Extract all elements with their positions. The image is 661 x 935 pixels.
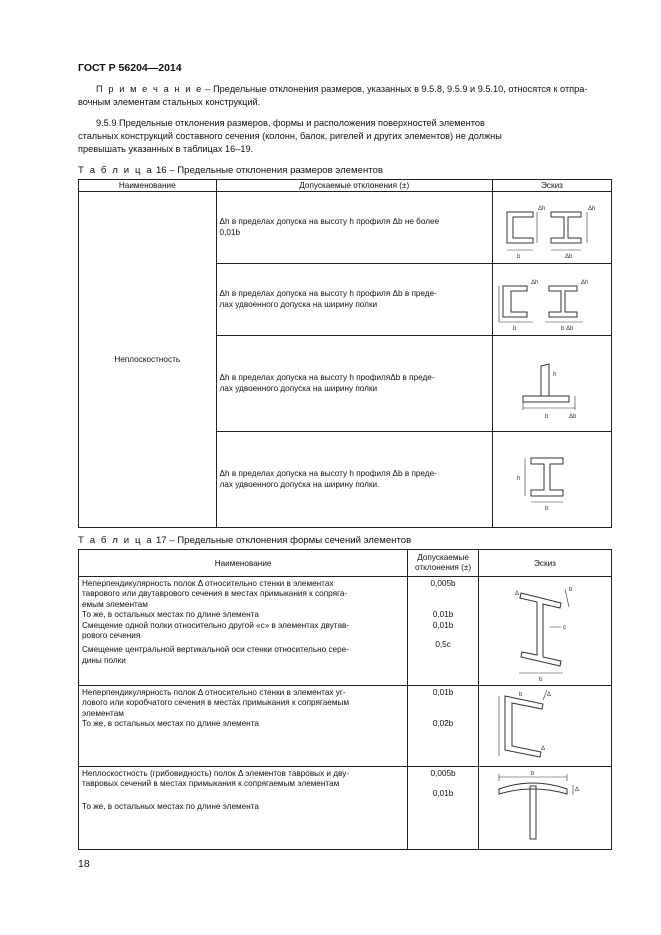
svg-text:b Δb: b Δb — [560, 326, 574, 332]
clause-line-2: стальных конструкций составного сечения (колонн, балок, ригелей и других элементов) не должны — [78, 131, 502, 141]
table17-caption: Т а б л и ц а 17 – Предельные отклонения формы сечений элементов — [78, 535, 412, 546]
sketch-skewed-ibeam — [479, 577, 611, 685]
t17-header-dev: Допускаемые отклонения (±) — [408, 550, 479, 577]
table16-caption: Т а б л и ц а 16 – Предельные отклонения размеров элементов — [78, 165, 383, 176]
svg-text:Δ: Δ — [546, 692, 551, 698]
svg-text:h: h — [552, 372, 557, 378]
t16-row3-dev: Δh в пределах допуска на высоту h профиляΔb в преде- лах удвоенного допуска на ширину полки — [216, 336, 492, 432]
svg-text:b: b — [518, 692, 523, 698]
t16-row1-dev: Δh в пределах допуска на высоту h профиля Δb не более 0,01b — [216, 192, 492, 264]
note-line-1 — [96, 83, 608, 96]
sketch-channel-ibeam — [493, 192, 611, 263]
sketch-tee — [493, 336, 611, 431]
clause-line-3: превышать указанных в таблицах 16–19. — [78, 144, 254, 154]
t17-header-sketch: Эскиз — [478, 550, 611, 577]
t16-row3-sketch — [492, 336, 611, 432]
t17-row1-sketch — [478, 577, 611, 686]
t17-row2-sketch — [478, 686, 611, 767]
note-text: – Предельные отклонения размеров, указанных в 9.5.8, 9.5.9 и 9.5.10, относятся к отпра- — [202, 84, 588, 94]
svg-text:Δh: Δh — [537, 206, 546, 212]
t17-row2-dev: 0,01b 0,02b — [408, 686, 479, 767]
svg-text:b: b — [530, 771, 535, 777]
sketch-mushroom-tee — [479, 767, 611, 849]
sketch-ibeam — [493, 432, 611, 527]
t17-row3-name: Неплоскостность (грибовидность) полок Δ элементов тавровых и дву- тавровых сечений в местах примыкания к сопрягаемым элементам То же, в остальных местах по длине элемента — [79, 767, 408, 850]
svg-text:Δ: Δ — [574, 787, 579, 793]
t16-name: Неплоскостность — [114, 355, 181, 364]
svg-text:b: b — [544, 414, 549, 420]
svg-text:b: b — [516, 254, 521, 260]
t16-row2-sketch — [492, 264, 611, 336]
svg-text:b: b — [512, 326, 517, 332]
t16-row4-sketch — [492, 432, 611, 528]
sketch-channel-ibeam-2 — [493, 264, 611, 335]
t17-row3-dev: 0,005b 0,01b — [408, 767, 479, 850]
t16-row4-dev: Δh в пределах допуска на высоту h профиля Δb в преде- лах удвоенного допуска на ширину полки. — [216, 432, 492, 528]
t16-name-cell — [79, 192, 217, 528]
note-label: П р и м е ч а н и е — [96, 84, 203, 94]
svg-text:Δb: Δb — [568, 414, 577, 420]
svg-text:Δh: Δh — [580, 280, 589, 286]
svg-text:h: h — [516, 476, 521, 482]
t16-row1-sketch — [492, 192, 611, 264]
t16-header-sketch: Эскиз — [492, 180, 611, 192]
svg-text:Δh: Δh — [587, 206, 596, 212]
note-line-2: вочным элементам стальных конструкций. — [78, 97, 261, 107]
t16-header-name: Наименование — [79, 180, 217, 192]
table-17 — [78, 549, 612, 850]
page-number: 18 — [78, 858, 90, 870]
svg-text:Δ: Δ — [540, 746, 545, 752]
t17-header-name: Наименование — [79, 550, 408, 577]
t17-row2-name: Неперпендикулярность полок Δ относительно стенки в элементах уг- лового или коробчатого сечения в местах примыкания к сопрягаемым элементам То же, в остальных местах по длине элемента — [79, 686, 408, 767]
sketch-skewed-channel — [479, 686, 611, 766]
clause-line-1: 9.5.9 Предельные отклонения размеров, формы и расположения поверхностей элементов — [96, 118, 485, 128]
t16-row2-dev: Δh в пределах допуска на высоту h профиля Δb в преде- лах удвоенного допуска на ширину полки — [216, 264, 492, 336]
t17-row1-name: Неперпендикулярность полок Δ относительно стенки в элементах таврового или двутаврового сечения в местах примыкания к сопряга- емым элементам То же, в остальных местах по длине элемента Смещение одной полки относительно другой «с» в элементах двутав- рового сечения Смещение центральной вертикальной оси стенки относительно сере- дины полки — [79, 577, 408, 686]
svg-text:b: b — [568, 587, 573, 593]
t17-row1-dev: 0,005b 0,01b 0,01b 0,5c — [408, 577, 479, 686]
t16-header-dev: Допускаемые отклонения (±) — [216, 180, 492, 192]
svg-text:c: c — [562, 625, 566, 631]
t17-row3-sketch — [478, 767, 611, 850]
doc-header: ГОСТ Р 56204—2014 — [78, 62, 182, 74]
svg-text:b: b — [538, 677, 543, 683]
svg-text:Δ: Δ — [514, 591, 519, 597]
svg-text:Δb: Δb — [564, 254, 573, 260]
svg-text:b: b — [544, 506, 549, 512]
table-16 — [78, 179, 612, 528]
svg-text:Δh: Δh — [530, 280, 539, 286]
